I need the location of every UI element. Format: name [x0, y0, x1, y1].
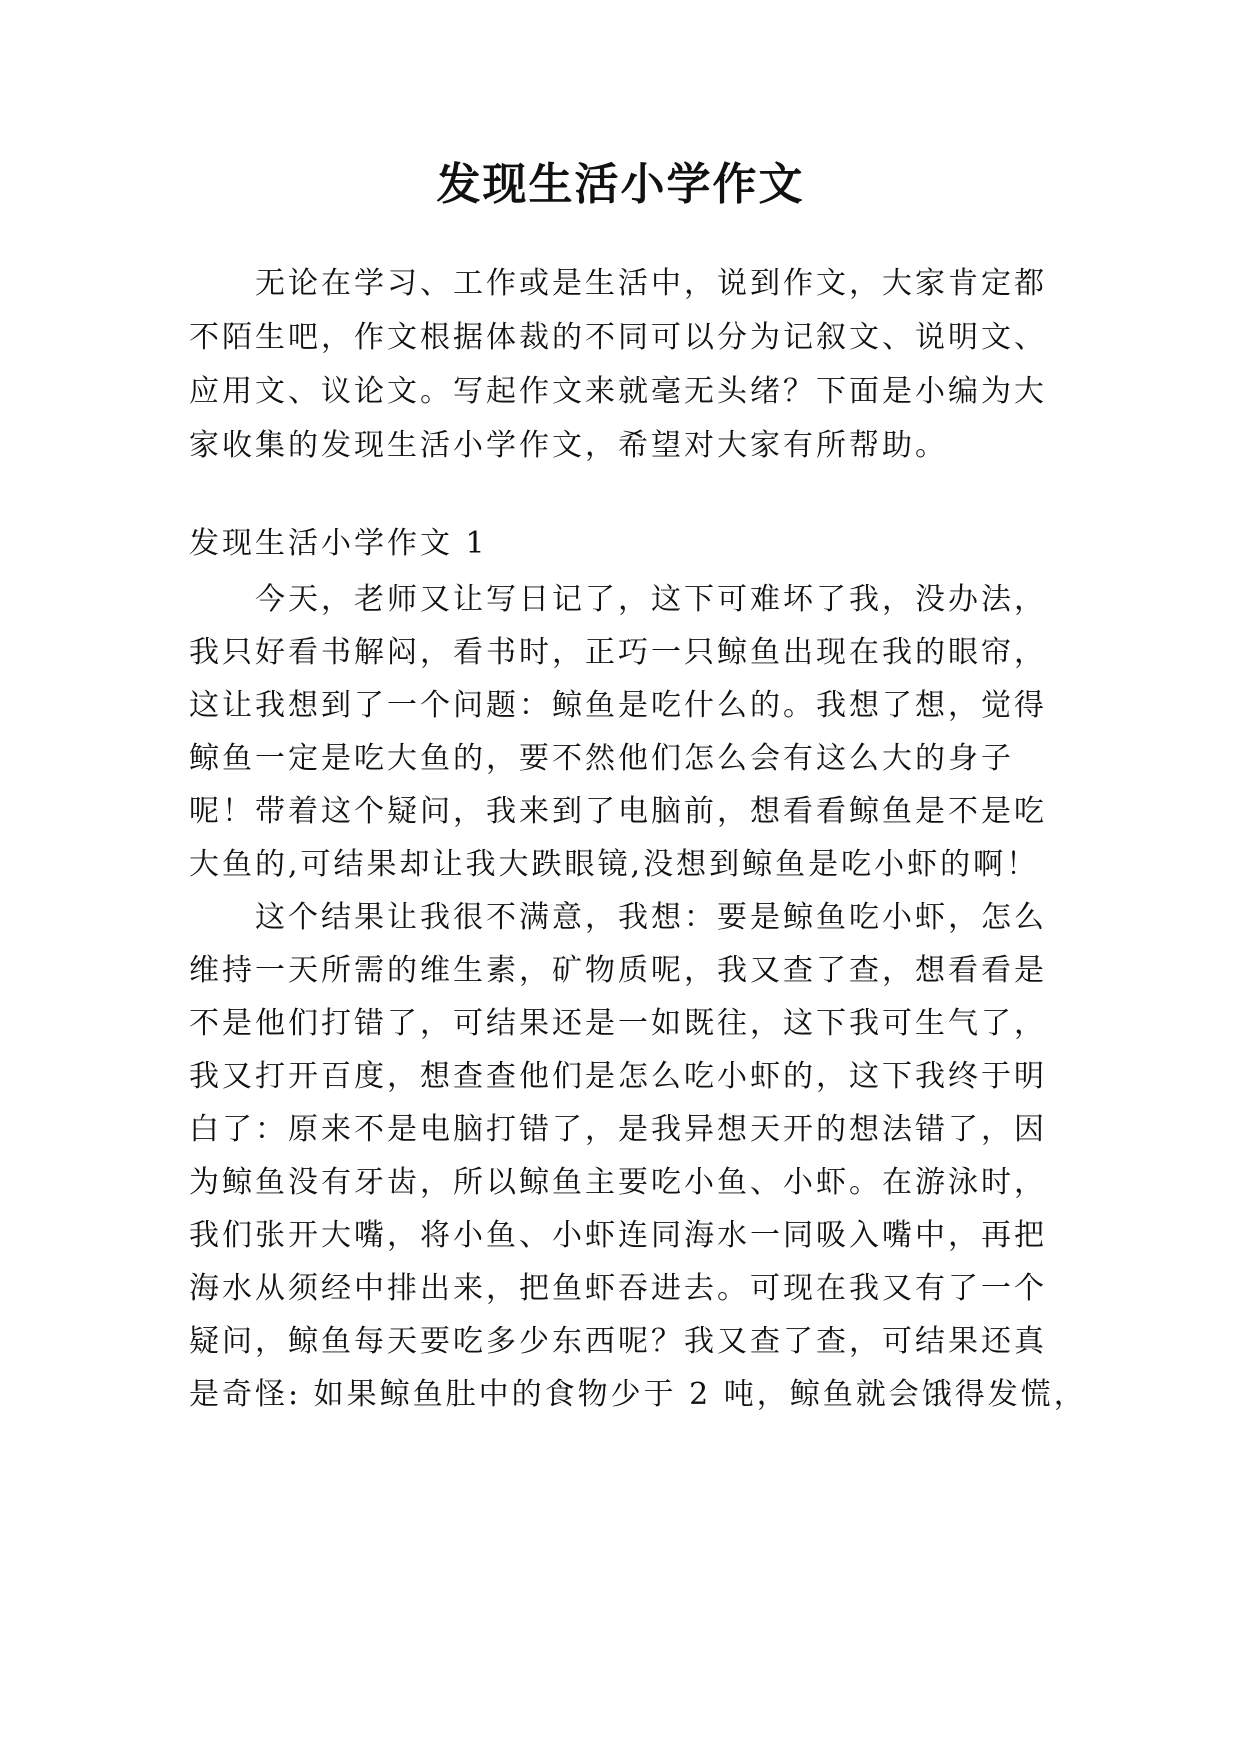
- intro-line-2: 不陌生吧，作文根据体裁的不同可以分为记叙文、说明文、: [189, 320, 1047, 355]
- paragraph1-line-3: 这让我想到了一个问题：鲸鱼是吃什么的。我想了想，觉得: [189, 688, 1047, 723]
- paragraph2-line-6: 为鲸鱼没有牙齿，所以鲸鱼主要吃小鱼、小虾。在游泳时，: [189, 1165, 1047, 1200]
- paragraph2-line-10: 是奇怪: 如果鲸鱼肚中的食物少于 2 吨，鲸鱼就会饿得发慌，: [189, 1377, 1087, 1412]
- paragraph1-line-6: 大鱼的,可结果却让我大跌眼镜,没想到鲸鱼是吃小虾的啊！: [189, 847, 1040, 882]
- paragraph2-line-3: 不是他们打错了，可结果还是一如既往，这下我可生气了，: [189, 1006, 1047, 1041]
- paragraph2-line-8: 海水从须经中排出来，把鱼虾吞进去。可现在我又有了一个: [189, 1271, 1047, 1306]
- paragraph2-line-4: 我又打开百度，想查查他们是怎么吃小虾的，这下我终于明: [189, 1059, 1047, 1094]
- intro-line-3: 应用文、议论文。写起作文来就毫无头绪？下面是小编为大: [189, 374, 1047, 409]
- paragraph2-line-7: 我们张开大嘴，将小鱼、小虾连同海水一同吸入嘴中，再把: [189, 1218, 1047, 1253]
- paragraph1-line-1: 今天，老师又让写日记了，这下可难坏了我，没办法，: [255, 582, 1047, 617]
- paragraph1-line-4: 鲸鱼一定是吃大鱼的，要不然他们怎么会有这么大的身子: [189, 741, 1014, 776]
- intro-line-4: 家收集的发现生活小学作文，希望对大家有所帮助。: [189, 428, 948, 463]
- paragraph2-line-9: 疑问，鲸鱼每天要吃多少东西呢？我又查了查，可结果还真: [189, 1324, 1047, 1359]
- paragraph1-line-2: 我只好看书解闷，看书时，正巧一只鲸鱼出现在我的眼帘，: [189, 635, 1047, 670]
- paragraph2-line-2: 维持一天所需的维生素，矿物质呢，我又查了查，想看看是: [189, 953, 1047, 988]
- intro-line-1: 无论在学习、工作或是生活中，说到作文，大家肯定都: [255, 266, 1047, 301]
- paragraph2-line-1: 这个结果让我很不满意，我想：要是鲸鱼吃小虾，怎么: [255, 900, 1047, 935]
- section-heading: 发现生活小学作文 1: [189, 526, 488, 561]
- document-title: 发现生活小学作文: [436, 159, 805, 210]
- paragraph1-line-5: 呢！带着这个疑问，我来到了电脑前，想看看鲸鱼是不是吃: [189, 794, 1047, 829]
- paragraph2-line-5: 白了：原来不是电脑打错了，是我异想天开的想法错了，因: [189, 1112, 1047, 1147]
